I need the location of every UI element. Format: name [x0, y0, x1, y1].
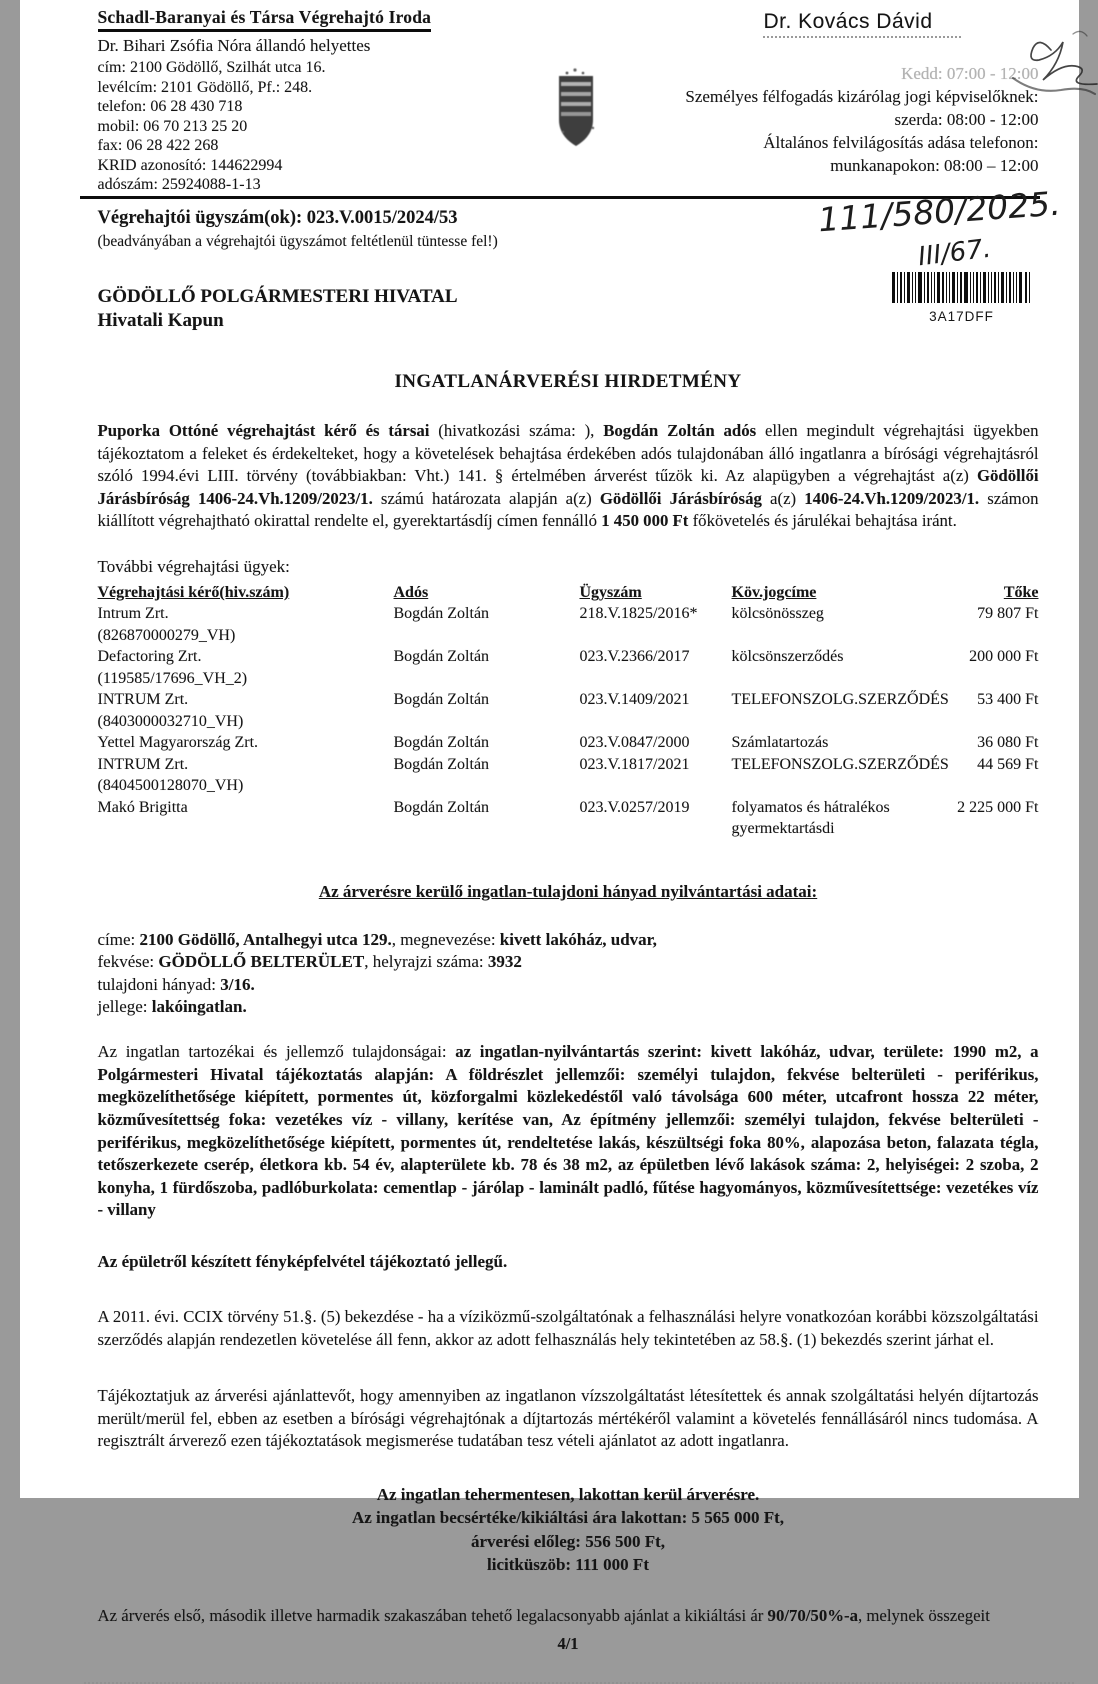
property-location: GÖDÖLLŐ BELTERÜLET	[158, 952, 364, 971]
claim-title: kölcsönösszeg	[732, 603, 950, 646]
col-header-creditor: Végrehajtási kérő(hiv.szám)	[98, 584, 290, 601]
office-name: Schadl-Baranyai és Társa Végrehajtó Iroda	[98, 8, 432, 32]
further-cases-intro: További végrehajtási ügyek:	[98, 557, 1039, 577]
page-number: 4/1	[98, 1634, 1039, 1654]
recipient-name: GÖDÖLLŐ POLGÁRMESTERI HIVATAL	[98, 285, 1039, 309]
closing-paragraph: Az árverés első, második illetve harmadik szakaszában tehető legalacsonyabb ajánlat a kikiáltási ár 90/70/50%-a, melynek összegeit	[98, 1605, 1039, 1628]
creditor-ref: (8403000032710_VH)	[98, 711, 394, 733]
creditor-name: Yettel Magyarország Zrt.	[98, 732, 394, 754]
property-section-heading: Az árverésre kerülő ingatlan-tulajdoni hányad nyilvántartási adatai:	[98, 882, 1039, 902]
creditor-name: INTRUM Zrt.	[98, 689, 394, 711]
minimum-bid-percentages: 90/70/50%-a	[768, 1606, 858, 1625]
ownership-share-line: tulajdoni hányad: 3/16.	[98, 974, 1039, 996]
office-krid: KRID azonosító: 144622994	[98, 156, 538, 176]
claim-title: TELEFONSZOLG.SZERZŐDÉS	[732, 754, 950, 797]
workday-hours: munkanapokon: 08:00 – 12:00	[619, 154, 1039, 177]
barcode-label: 3A17DFF	[892, 309, 1032, 324]
appraised-value-line: Az ingatlan becsértéke/kikiáltási ára lakottan: 5 565 000 Ft,	[98, 1506, 1039, 1530]
claim-title: folyamatos és hátralékos gyermektartásdi	[732, 797, 950, 840]
water-law-paragraph: A 2011. évi. CCIX törvény 51.§. (5) bekezdése - ha a víziközmű-szolgáltatónak a felhasználási helyre vonatkozóan korábbi közszolgáltatási szerződés alapján rendezetlen követelése áll fenn, akkor az adott felhasználás hely tekintetében az 58.§. (1) bekezdés szerint járhat el.	[98, 1306, 1039, 1351]
claim-title: Számlatartozás	[732, 732, 950, 754]
table-row	[98, 646, 1039, 689]
photo-note: Az épületről készített fényképfelvétel tájékoztató jellegű.	[98, 1252, 1039, 1272]
deputy-name: Dr. Bihari Zsófia Nóra állandó helyettes	[98, 36, 538, 56]
auction-deposit-line: árverési előleg: 556 500 Ft,	[98, 1530, 1039, 1554]
property-address: 2100 Gödöllő, Antalhegyi utca 129.	[140, 930, 392, 949]
parcel-number: 3932	[488, 952, 522, 971]
bid-increment-line: licitküszöb: 111 000 Ft	[98, 1553, 1039, 1577]
office-mail-address: levélcím: 2101 Gödöllő, Pf.: 248.	[98, 78, 538, 98]
barcode-icon	[892, 272, 1032, 303]
water-debt-paragraph: Tájékoztatjuk az árverési ajánlattevőt, hogy amennyiben az ingatlanon vízszolgáltatást létesítettek és annak szolgáltatási helyén díjtartozás merült/merül fel, ebben az esetben a bírósági végrehajtónak a díjtartozás mértékéről valamint a követelés fennállásáról nincs tudomása. A regisztrált árverező ezen tájékoztatások megismerése tudatában tesz vételi ajánlatot az adott ingatlanra.	[98, 1385, 1039, 1453]
case-number: 023.V.2366/2017	[580, 646, 732, 689]
ownership-share: 3/16.	[220, 975, 254, 994]
property-details	[98, 929, 1039, 1018]
creditor-name: INTRUM Zrt.	[98, 754, 394, 776]
case-number: 023.V.1817/2021	[580, 754, 732, 797]
debtor-name: Bogdán Zoltán	[394, 797, 580, 840]
bailiff-case-number: Végrehajtói ügyszám(ok): 023.V.0015/2024/53	[98, 208, 1039, 229]
case-number: 023.V.0257/2019	[580, 797, 732, 840]
barcode-block	[892, 272, 1032, 324]
principal-amount: 36 080 Ft	[950, 732, 1039, 754]
debtor-name: Bogdán Zoltán	[394, 646, 580, 689]
creditor-name: Defactoring Zrt.	[98, 646, 394, 668]
office-phone: telefon: 06 28 430 718	[98, 97, 538, 117]
office-fax: fax: 06 28 422 268	[98, 136, 538, 156]
writ-number: 1406-24.Vh.1209/2023/1.	[804, 489, 979, 508]
debtor-name: Bogdán Zoltán	[394, 754, 580, 797]
debtor-name: Bogdán Zoltán	[394, 732, 580, 754]
table-row	[98, 603, 1039, 646]
office-tax-number: adószám: 25924088-1-13	[98, 175, 538, 195]
creditor-name: Makó Brigitta	[98, 797, 394, 819]
main-claim-amount: 1 450 000 Ft	[601, 511, 688, 530]
creditor-name: Intrum Zrt.	[98, 603, 394, 625]
table-row	[98, 689, 1039, 732]
claim-title: kölcsönszerződés	[732, 646, 950, 689]
property-features-paragraph: Az ingatlan tartozékai és jellemző tulajdonságai: az ingatlan-nyilvántartás szerint: kivett lakóház, udvar, területe: 1990 m2, a Polgármesteri Hivatal tájékoztatás alapján: A földrészlet jellemzői: személyi tulajdon, fekvése belterületi - periférikus, megközelíthetősége kiépített, pormentes út, közforgalmi közlekedéstől való távolsága 600 méter, utcafront hossza 22 méter, közművesítettség foka: vezetékes víz - villany, kerítése van, Az építmény jellemzői: személyi tulajdon, fekvése belterületi - periférikus, megközelíthetősége kiépített, pormentes út, rendeltetése lakás, készültségi foka 80%, alapozása beton, falazata tégla, tetőszerkezete cserép, életkora kb. 54 év, alapterülete kb. 78 és 38 m2, az épületben lévő lakások száma: 2, helyiségei: 2 szoba, 2 konyha, 1 fürdőszoba, padlóburkolata: cementlap - járólap - laminált padló, fűtése hagyományos, közművesítettsége: vezetékes víz - villany	[98, 1041, 1039, 1222]
table-row	[98, 797, 1039, 840]
creditor-ref: (8404500128070_VH)	[98, 775, 394, 797]
property-location-line: fekvése: GÖDÖLLŐ BELTERÜLET, helyrajzi száma: 3932	[98, 951, 1039, 973]
property-features-detail: az ingatlan-nyilvántartás szerint: kivett lakóház, udvar, területe: 1990 m2, a Polgármesteri Hivatal tájékoztatás alapján: A földrészlet jellemzői: személyi tulajdon, fekvése belterületi - periférikus, megközelíthetősége kiépített, pormentes út, közforgalmi közlekedéstől való távolsága 600 méter, utcafront hossza 22 méter, közművesítettség foka: vezetékes víz - villany, kerítése van, Az építmény jellemzői: személyi tulajdon, fekvése belterületi - periférikus, megközelíthetősége kiépített, pormentes út, rendeltetése lakás, készültségi foka 80%, alapozása beton, falazata tégla, tetőszerkezete cserép, életkora kb. 54 év, alapterülete kb. 78 és 38 m2, az épületben lévő lakások száma: 2, helyiségei: 2 szoba, 2 konyha, 1 fürdőszoba, padlóburkolata: cementlap - járólap - laminált padló, fűtése hagyományos, közművesítettsége: vezetékes víz - villany	[98, 1042, 1039, 1219]
case-number: 023.V.1409/2021	[580, 689, 732, 732]
property-kind: lakóingatlan.	[152, 997, 247, 1016]
case-number-note: (beadványában a végrehajtói ügyszámot feltétlenül tüntesse fel!)	[98, 233, 1039, 251]
principal-amount: 2 225 000 Ft	[950, 797, 1039, 840]
reception-note: Személyes félfogadás kizárólag jogi képviselőknek:	[619, 85, 1039, 108]
case-number: 023.V.0847/2000	[580, 732, 732, 754]
phone-info-note: Általános felvilágosítás adása telefonon:	[619, 131, 1039, 154]
auction-price-block	[98, 1483, 1039, 1577]
principal-amount: 200 000 Ft	[950, 646, 1039, 689]
handwritten-sub-number: III/67.	[916, 234, 992, 273]
case-number: 218.V.1825/2016*	[580, 603, 732, 646]
table-row	[98, 754, 1039, 797]
principal-amount: 53 400 Ft	[950, 689, 1039, 732]
property-kind-line: jellege: lakóingatlan.	[98, 996, 1039, 1018]
further-cases-section	[98, 557, 1039, 840]
property-address-line: címe: 2100 Gödöllő, Antalhegyi utca 129., megnevezése: kivett lakóház, udvar,	[98, 929, 1039, 951]
debtor-party: Bogdán Zoltán adós	[603, 421, 756, 440]
table-row	[98, 732, 1039, 754]
creditor-party: Puporka Ottóné végrehajtást kérő és társai	[98, 421, 430, 440]
claim-title: TELEFONSZOLG.SZERZŐDÉS	[732, 689, 950, 732]
auction-condition-line: Az ingatlan tehermentesen, lakottan kerül árverésre.	[98, 1483, 1039, 1507]
coat-of-arms-icon	[553, 66, 599, 159]
creditor-ref: (119585/17696_VH_2)	[98, 668, 394, 690]
intro-paragraph: Puporka Ottóné végrehajtást kérő és társai (hivatkozási száma: ), Bogdán Zoltán adós ellen megindult végrehajtási ügyekben tájékoztatom a feleket és érdekelteket, hogy a követelések behajtása érdekében adós tulajdonában álló ingatlanra a bírósági végrehajtásról szóló 1994.évi LIII. törvény (továbbiakban: Vht.) 141. § értelmében árverést tűzök ki. Az alapügyben a végrehajtást a(z) Gödöllői Járásbíróság 1406-24.Vh.1209/2023/1. számú határozata alapján a(z) Gödöllői Járásbíróság a(z) 1406-24.Vh.1209/2023/1. számon kiállított végrehajtható okirattal rendelte el, gyerektartásdíj címen fennálló 1 450 000 Ft főkövetelés és járulékai behajtása iránt.	[98, 420, 1039, 533]
table-header-row	[98, 582, 1039, 604]
principal-amount: 44 569 Ft	[950, 754, 1039, 797]
col-header-debtor: Adós	[394, 584, 429, 601]
document-title: INGATLANÁRVERÉSI HIRDETMÉNY	[98, 371, 1039, 393]
col-header-principal: Tőke	[1004, 584, 1039, 601]
handwritten-filing-number: 111/580/2025.	[816, 184, 1061, 240]
debtor-name: Bogdán Zoltán	[394, 603, 580, 646]
col-header-claim: Köv.jogcíme	[732, 584, 817, 601]
signature-icon	[955, 20, 1098, 111]
document-page	[20, 0, 1079, 1498]
principal-amount: 79 807 Ft	[950, 603, 1039, 646]
header	[98, 8, 1039, 196]
court-name: Gödöllői Járásbíróság	[600, 489, 762, 508]
debtor-name: Bogdán Zoltán	[394, 689, 580, 732]
office-address: cím: 2100 Gödöllő, Szilhát utca 16.	[98, 58, 538, 78]
wednesday-hours: szerda: 08:00 - 12:00	[619, 108, 1039, 131]
property-designation: kivett lakóház, udvar,	[500, 930, 657, 949]
col-header-case: Ügyszám	[580, 584, 642, 601]
court-decision: Gödöllői Járásbíróság 1406-24.Vh.1209/2023/1.	[98, 466, 1039, 508]
bailiff-name: Dr. Kovács Dávid	[763, 10, 960, 38]
office-mobile: mobil: 06 70 213 25 20	[98, 117, 538, 137]
recipient-channel: Hivatali Kapun	[98, 309, 1039, 333]
tuesday-hours-faded: Kedd: 07:00 - 12:00	[619, 62, 1039, 85]
header-left-block	[98, 8, 538, 195]
creditor-ref: (826870000279_VH)	[98, 625, 394, 647]
